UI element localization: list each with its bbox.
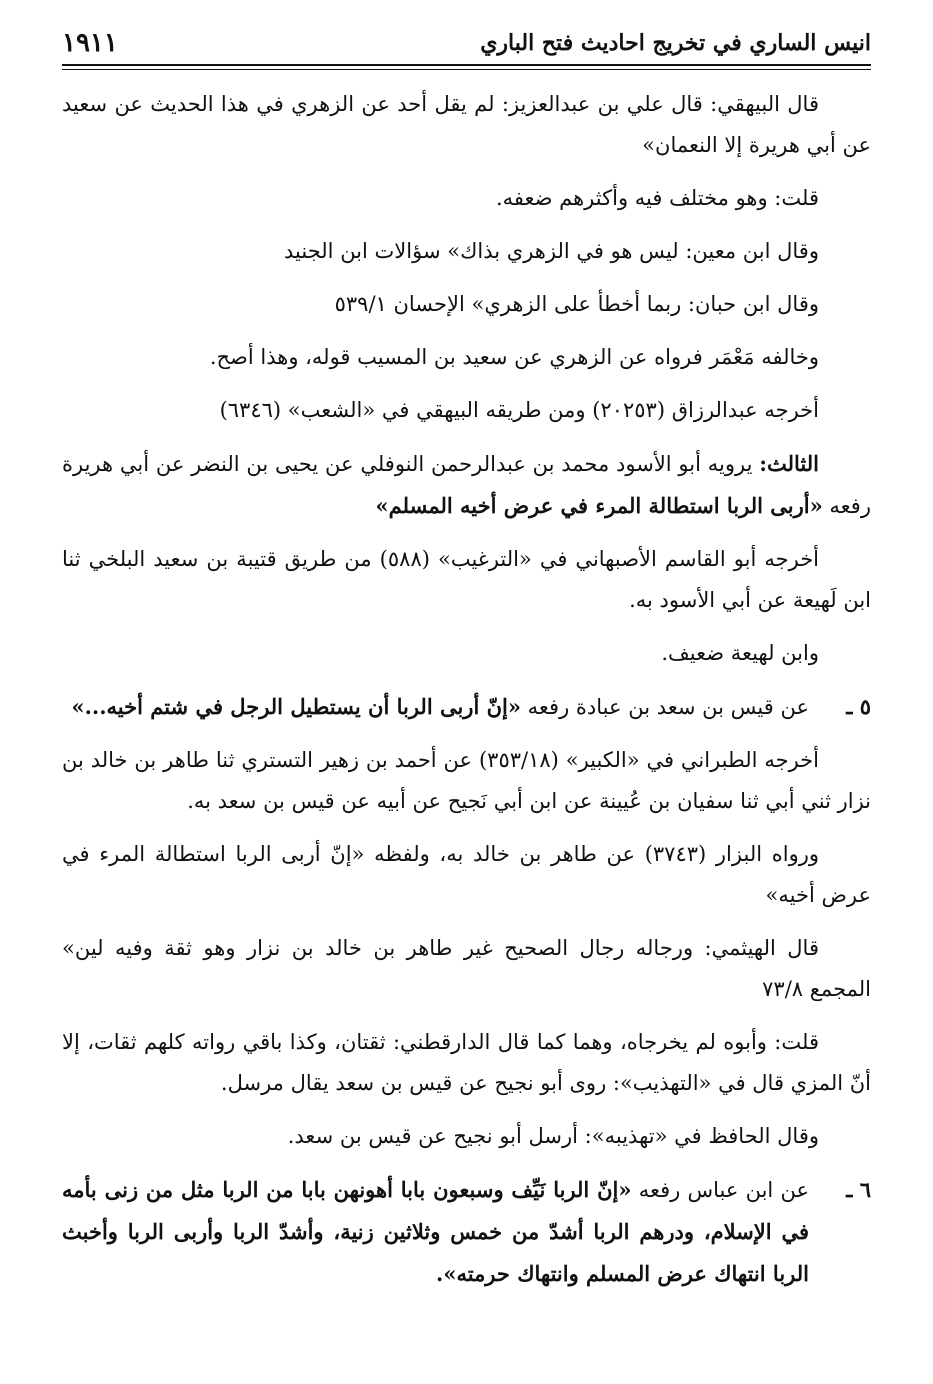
page-header — [62, 28, 871, 64]
paragraph-ibn-hibban: وقال ابن حبان: ربما أخطأ على الزهري» الإحسان ٥٣٩/١ — [334, 292, 819, 316]
page-number: ١٩١١ — [62, 28, 118, 58]
paragraph-qultu-2: قلت: وأبوه لم يخرجاه، وهما كما قال الدارقطني: ثقتان، وكذا باقي رواته كلهم ثقات، إلا أنّ المزي قال في «التهذيب»: روى أبو نجيح عن قيس بن سعد يقال مرسل. — [62, 1030, 871, 1095]
paragraph-ibn-lahia: وابن لهيعة ضعيف. — [661, 641, 819, 665]
paragraph-abdurrazzaq: أخرجه عبدالرزاق (٢٠٢٥٣) ومن طريقه البيهقي في «الشعب» (٦٣٤٦) — [219, 398, 819, 422]
paragraph-bazzar: ورواه البزار (٣٧٤٣) عن طاهر بن خالد به، ولفظه «إنّ أربى الربا استطالة المرء في عرض أخيه» — [62, 842, 871, 907]
third-label: الثالث: — [759, 451, 819, 476]
third-text: يرويه أبو الأسود محمد بن عبدالرحمن النوفلي عن يحيى بن النضر عن أبي هريرة رفعه — [62, 452, 871, 518]
hadith-item-5 — [62, 686, 871, 728]
header-rule-thin — [62, 69, 871, 70]
item-number: ٦ ـ — [846, 1177, 871, 1202]
page-body — [62, 84, 871, 1307]
running-title: انيس الساري في تخريج احاديث فتح الباري — [480, 30, 871, 56]
header-rule — [62, 64, 871, 66]
item-text: عن قيس بن سعد بن عبادة رفعه — [527, 695, 809, 719]
item-quote: «إنّ الربا نَيِّف وسبعون بابا أهونهن بابا من الربا مثل من زنى بأمه في الإسلام، ودرهم الربا أشدّ من خمس وثلاثين زنية، وأشدّ الربا وأربى الربا وأخبث الربا انتهاك عرض المسلم وانتهاك حرمته». — [62, 1177, 809, 1286]
paragraph-third — [62, 443, 871, 527]
item-quote: «إنّ أربى الربا أن يستطيل الرجل في شتم أخيه...» — [71, 694, 521, 719]
paragraph-hafiz: وقال الحافظ في «تهذيبه»: أرسل أبو نجيح عن قيس بن سعد. — [287, 1124, 819, 1148]
paragraph-bayhaqi: قال البيهقي: قال علي بن عبدالعزيز: لم يقل أحد عن الزهري في هذا الحديث عن سعيد عن أبي هريرة إلا النعمان» — [62, 92, 871, 157]
hadith-item-6 — [62, 1169, 871, 1295]
paragraph-haythami: قال الهيثمي: ورجاله رجال الصحيح غير طاهر بن خالد بن نزار وهو ثقة وفيه لين» المجمع ٧٣/٨ — [62, 936, 871, 1001]
paragraph-mamar: وخالفه مَعْمَر فرواه عن الزهري عن سعيد بن المسيب قوله، وهذا أصح. — [209, 345, 819, 369]
paragraph-ibn-maeen: وقال ابن معين: ليس هو في الزهري بذاك» سؤالات ابن الجنيد — [284, 239, 819, 263]
paragraph-asbahani: أخرجه أبو القاسم الأصبهاني في «الترغيب» (٥٨٨) من طريق قتيبة بن سعيد البلخي ثنا ابن لَهيعة عن أبي الأسود به. — [62, 547, 871, 612]
item-number: ٥ ـ — [846, 694, 871, 719]
item-text: عن ابن عباس رفعه — [638, 1178, 809, 1202]
third-quote: «أربى الربا استطالة المرء في عرض أخيه المسلم» — [375, 493, 823, 518]
paragraph-tabarani: أخرجه الطبراني في «الكبير» (٣٥٣/١٨) عن أحمد بن زهير التستري ثنا طاهر بن خالد بن نزار ثني أبي ثنا سفيان بن عُيينة عن ابن أبي نَجيح عن أبيه عن قيس بن سعد به. — [62, 748, 871, 813]
paragraph-qultu-1: قلت: وهو مختلف فيه وأكثرهم ضعفه. — [495, 186, 819, 210]
